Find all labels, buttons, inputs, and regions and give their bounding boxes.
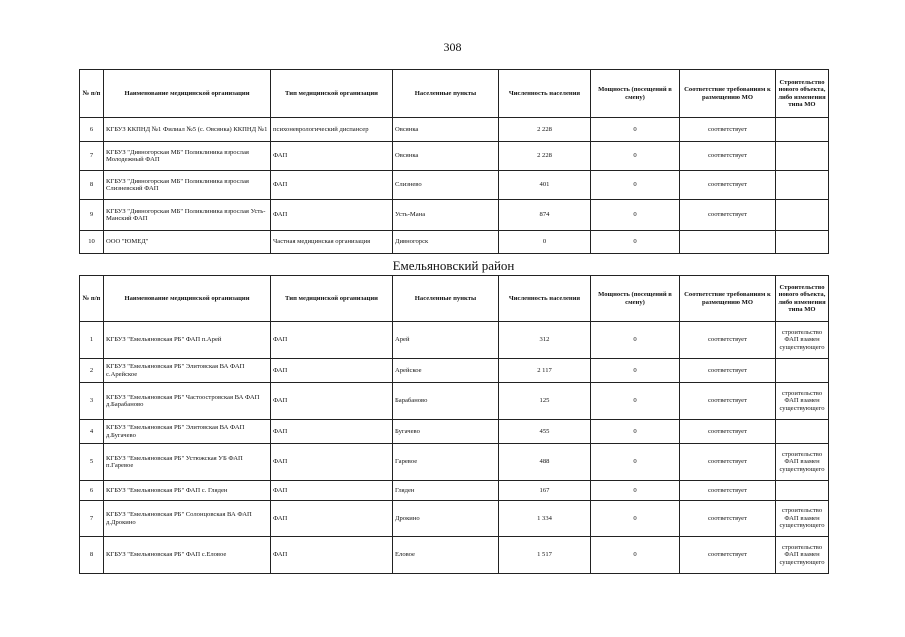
header-capacity: Мощность (посещений в смену) (591, 276, 680, 322)
table-row (80, 383, 829, 420)
cell-construction: строительство ФАП взамен существующего (776, 444, 829, 481)
header-settlements: Населенные пункты (393, 276, 499, 322)
cell-capacity: 0 (591, 231, 680, 254)
cell-construction: строительство ФАП взамен существующего (776, 383, 829, 420)
cell-organization: ООО "ЮМЕД" (104, 231, 271, 254)
cell-organization: КГБУЗ "Емельяновская РБ" Устюжская УБ ФАП п.Гаревое (104, 444, 271, 481)
cell-org-type: ФАП (271, 481, 393, 501)
cell-capacity: 0 (591, 481, 680, 501)
table-row (80, 444, 829, 481)
header-construction: Строительство нового объекта, либо изменения типа МО (776, 276, 829, 322)
cell-capacity: 0 (591, 537, 680, 574)
cell-settlement: Дрокино (393, 501, 499, 537)
cell-compliance (680, 231, 776, 254)
cell-settlement: Усть-Мана (393, 200, 499, 231)
header-compliance: Соответствие требованиям к размещению МО (680, 276, 776, 322)
cell-population: 488 (499, 444, 591, 481)
cell-number: 1 (80, 322, 104, 359)
cell-org-type: ФАП (271, 359, 393, 383)
cell-population: 167 (499, 481, 591, 501)
table-row (80, 420, 829, 444)
cell-org-type: ФАП (271, 200, 393, 231)
cell-organization: КГБУЗ ККПНД №1 Филиал №5 (с. Овсянка) ККПНД №1 (104, 118, 271, 142)
cell-org-type: ФАП (271, 383, 393, 420)
cell-population: 2 228 (499, 118, 591, 142)
cell-settlement: Овсянка (393, 118, 499, 142)
table1-header-row (80, 70, 829, 118)
cell-settlement: Дивногорск (393, 231, 499, 254)
cell-org-type: ФАП (271, 171, 393, 200)
cell-settlement: Еловое (393, 537, 499, 574)
facilities-table-2 (79, 275, 829, 574)
cell-population: 2 117 (499, 359, 591, 383)
table-row (80, 171, 829, 200)
cell-population: 2 228 (499, 142, 591, 171)
cell-organization: КГБУЗ "Дивногорская МБ" Поликлиника взрослая Усть-Манский ФАП (104, 200, 271, 231)
cell-number: 5 (80, 444, 104, 481)
cell-settlement: Арейское (393, 359, 499, 383)
cell-org-type: ФАП (271, 142, 393, 171)
table-row (80, 142, 829, 171)
header-org-type: Тип медицинской организации (271, 70, 393, 118)
header-number: № п/п (80, 276, 104, 322)
cell-number: 7 (80, 501, 104, 537)
cell-population: 401 (499, 171, 591, 200)
cell-construction (776, 171, 829, 200)
cell-population: 874 (499, 200, 591, 231)
cell-settlement: Гляден (393, 481, 499, 501)
cell-number: 2 (80, 359, 104, 383)
cell-number: 8 (80, 537, 104, 574)
header-number: № п/п (80, 70, 104, 118)
cell-organization: КГБУЗ "Емельяновская РБ" Солонцовская ВА ФАП д.Дрокино (104, 501, 271, 537)
cell-org-type: ФАП (271, 322, 393, 359)
cell-capacity: 0 (591, 171, 680, 200)
cell-capacity: 0 (591, 444, 680, 481)
header-population: Численность населения (499, 276, 591, 322)
cell-construction (776, 481, 829, 501)
cell-settlement: Бугачево (393, 420, 499, 444)
cell-compliance: соответствует (680, 171, 776, 200)
header-population: Численность населения (499, 70, 591, 118)
cell-population: 1 334 (499, 501, 591, 537)
cell-number: 7 (80, 142, 104, 171)
cell-settlement: Барабаново (393, 383, 499, 420)
cell-settlement: Слизнево (393, 171, 499, 200)
table-row (80, 359, 829, 383)
facilities-table-1 (79, 69, 829, 254)
cell-capacity: 0 (591, 359, 680, 383)
cell-compliance: соответствует (680, 118, 776, 142)
cell-construction (776, 420, 829, 444)
cell-capacity: 0 (591, 420, 680, 444)
cell-org-type: Частная медицинская организация (271, 231, 393, 254)
header-capacity: Мощность (посещений в смену) (591, 70, 680, 118)
table-row (80, 501, 829, 537)
table-row (80, 231, 829, 254)
cell-organization: КГБУЗ "Емельяновская РБ" ФАП п.Арей (104, 322, 271, 359)
cell-number: 8 (80, 171, 104, 200)
cell-organization: КГБУЗ "Емельяновская РБ" Элитовская ВА ФАП с.Арейское (104, 359, 271, 383)
cell-capacity: 0 (591, 322, 680, 359)
cell-organization: КГБУЗ "Дивногорская МБ" Поликлиника взрослая Молодежный ФАП (104, 142, 271, 171)
cell-compliance: соответствует (680, 359, 776, 383)
cell-compliance: соответствует (680, 420, 776, 444)
cell-population: 455 (499, 420, 591, 444)
cell-construction (776, 118, 829, 142)
cell-construction (776, 142, 829, 171)
cell-capacity: 0 (591, 200, 680, 231)
table-row (80, 200, 829, 231)
cell-compliance: соответствует (680, 537, 776, 574)
cell-capacity: 0 (591, 383, 680, 420)
cell-number: 6 (80, 481, 104, 501)
cell-org-type: ФАП (271, 501, 393, 537)
table-row (80, 537, 829, 574)
cell-compliance: соответствует (680, 444, 776, 481)
cell-settlement: Арей (393, 322, 499, 359)
cell-construction (776, 231, 829, 254)
table-row (80, 322, 829, 359)
cell-org-type: ФАП (271, 537, 393, 574)
table2-header-row (80, 276, 829, 322)
cell-settlement: Овсянка (393, 142, 499, 171)
cell-compliance: соответствует (680, 501, 776, 537)
cell-organization: КГБУЗ "Емельяновская РБ" Элитовская ВА ФАП д.Бугачево (104, 420, 271, 444)
cell-construction: строительство ФАП взамен существующего (776, 322, 829, 359)
cell-number: 6 (80, 118, 104, 142)
header-organization: Наименование медицинской организации (104, 70, 271, 118)
cell-org-type: ФАП (271, 444, 393, 481)
cell-organization: КГБУЗ "Емельяновская РБ" ФАП с.Еловое (104, 537, 271, 574)
section-title: Емельяновский район (392, 258, 515, 273)
cell-organization: КГБУЗ "Емельяновская РБ" ФАП с. Гляден (104, 481, 271, 501)
cell-settlement: Гаревое (393, 444, 499, 481)
table-row (80, 481, 829, 501)
cell-population: 312 (499, 322, 591, 359)
cell-organization: КГБУЗ "Емельяновская РБ" Частоостровская ВА ФАП д.Барабаново (104, 383, 271, 420)
cell-number: 3 (80, 383, 104, 420)
cell-construction: строительство ФАП взамен существующего (776, 501, 829, 537)
cell-organization: КГБУЗ "Дивногорская МБ" Поликлиника взрослая Слизневский ФАП (104, 171, 271, 200)
header-construction: Строительство нового объекта, либо изменения типа МО (776, 70, 829, 118)
cell-org-type: ФАП (271, 420, 393, 444)
cell-capacity: 0 (591, 501, 680, 537)
cell-number: 4 (80, 420, 104, 444)
cell-compliance: соответствует (680, 142, 776, 171)
cell-compliance: соответствует (680, 322, 776, 359)
cell-number: 10 (80, 231, 104, 254)
header-org-type: Тип медицинской организации (271, 276, 393, 322)
cell-compliance: соответствует (680, 481, 776, 501)
cell-capacity: 0 (591, 142, 680, 171)
cell-population: 1 517 (499, 537, 591, 574)
cell-org-type: психоневрологический диспансер (271, 118, 393, 142)
cell-capacity: 0 (591, 118, 680, 142)
cell-construction (776, 200, 829, 231)
cell-population: 125 (499, 383, 591, 420)
cell-construction (776, 359, 829, 383)
cell-construction: строительство ФАП взамен существующего (776, 537, 829, 574)
cell-compliance: соответствует (680, 200, 776, 231)
page-number: 308 (443, 40, 462, 54)
cell-compliance: соответствует (680, 383, 776, 420)
header-organization: Наименование медицинской организации (104, 276, 271, 322)
cell-population: 0 (499, 231, 591, 254)
cell-number: 9 (80, 200, 104, 231)
table-row (80, 118, 829, 142)
header-compliance: Соответствие требованиям к размещению МО (680, 70, 776, 118)
header-settlements: Населенные пункты (393, 70, 499, 118)
